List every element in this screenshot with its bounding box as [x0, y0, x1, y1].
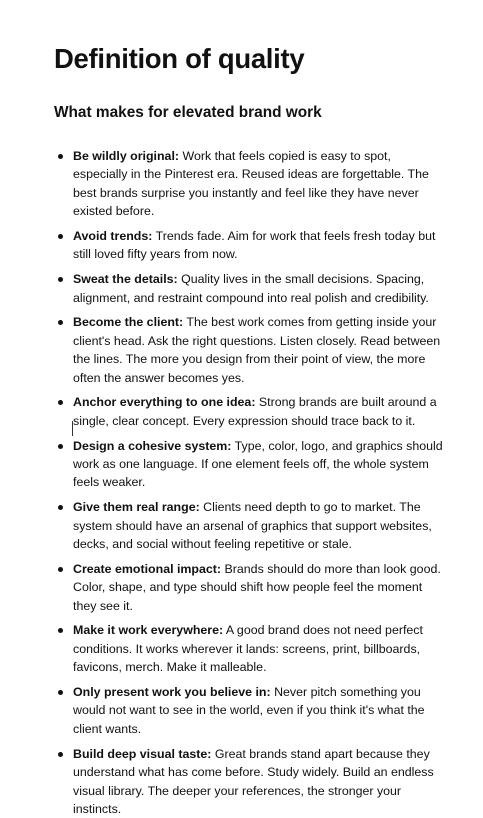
item-text: Great brands stand apart because they understand what has come before. Study widely. Build an endless visual library. The deeper your references, the stronger your instincts.	[73, 746, 434, 816]
item-term: Give them real range:	[73, 500, 200, 515]
list-item	[54, 437, 443, 492]
item-term: Avoid trends:	[73, 229, 153, 244]
bullet-icon	[58, 234, 63, 239]
item-term: Be wildly original:	[73, 149, 180, 163]
item-term: Anchor everything to one idea:	[73, 395, 256, 410]
list-item	[54, 313, 443, 387]
item-term: Become the client:	[73, 315, 184, 330]
list-item	[54, 227, 443, 264]
bullet-icon	[58, 277, 63, 282]
item-text: Work that feels copied is easy to spot, especially in the Pinterest era. Reused ideas are forgettable. The best brands surprise you instantly and feel like they have never existed before.	[73, 149, 429, 219]
list-item	[54, 683, 443, 738]
item-text: Strong brands are built around a single, clear concept. Every expression should trace back to it.	[73, 395, 437, 428]
item-text: Brands should do more than look good. Color, shape, and type should shift how people feel the moment they see it.	[73, 561, 441, 613]
page-title: Definition of quality	[54, 43, 305, 74]
item-term: Sweat the details:	[73, 272, 178, 287]
item-text: Type, color, logo, and graphics should work as one language. If one element feels off, the whole system feels weaker.	[73, 438, 443, 490]
list-item	[54, 147, 443, 221]
item-term: Make it work everywhere:	[73, 623, 224, 638]
item-text: Clients need depth to go to market. The system should have an arsenal of graphics that support websites, decks, and social without feeling repetitive or stale.	[73, 500, 432, 552]
item-text: Trends fade. Aim for work that feels fresh today but still loved fifty years from now.	[73, 229, 436, 262]
bullet-icon	[58, 505, 63, 510]
bullet-icon	[58, 628, 63, 633]
item-text: A good brand does not need perfect conditions. It works wherever it lands: screens, print, billboards, favicons, merch. Make it malleable.	[73, 623, 423, 675]
item-text: Never pitch something you would not want to see in the world, even if you think it's what the client wants.	[73, 685, 425, 736]
bullet-icon	[58, 690, 63, 695]
list-item	[54, 393, 443, 430]
bullet-icon	[58, 444, 63, 449]
item-term: Design a cohesive system:	[73, 438, 232, 453]
item-text: Quality lives in the small decisions. Spacing, alignment, and restraint compound into real polish and credibility.	[73, 272, 429, 305]
list-item	[54, 621, 443, 676]
bullet-icon	[58, 154, 63, 159]
item-text: The best work comes from getting inside your client's head. Ask the right questions. Listen closely. Read between the lines. The more you design from their point of view, the more often the answer becomes yes.	[73, 315, 441, 385]
bullet-icon	[58, 400, 63, 405]
list-item	[54, 560, 443, 615]
text-cursor	[72, 421, 73, 436]
list-item	[54, 270, 443, 307]
bullet-icon	[58, 320, 63, 325]
item-term: Build deep visual taste:	[73, 746, 212, 761]
list-item	[54, 498, 443, 553]
bullet-icon	[58, 752, 63, 757]
list-item	[54, 745, 443, 818]
item-term: Create emotional impact:	[73, 561, 222, 576]
bullet-icon	[58, 567, 63, 572]
item-term: Only present work you believe in:	[73, 685, 271, 700]
section-heading: What makes for elevated brand work	[54, 104, 322, 121]
quality-criteria-list	[54, 147, 443, 818]
